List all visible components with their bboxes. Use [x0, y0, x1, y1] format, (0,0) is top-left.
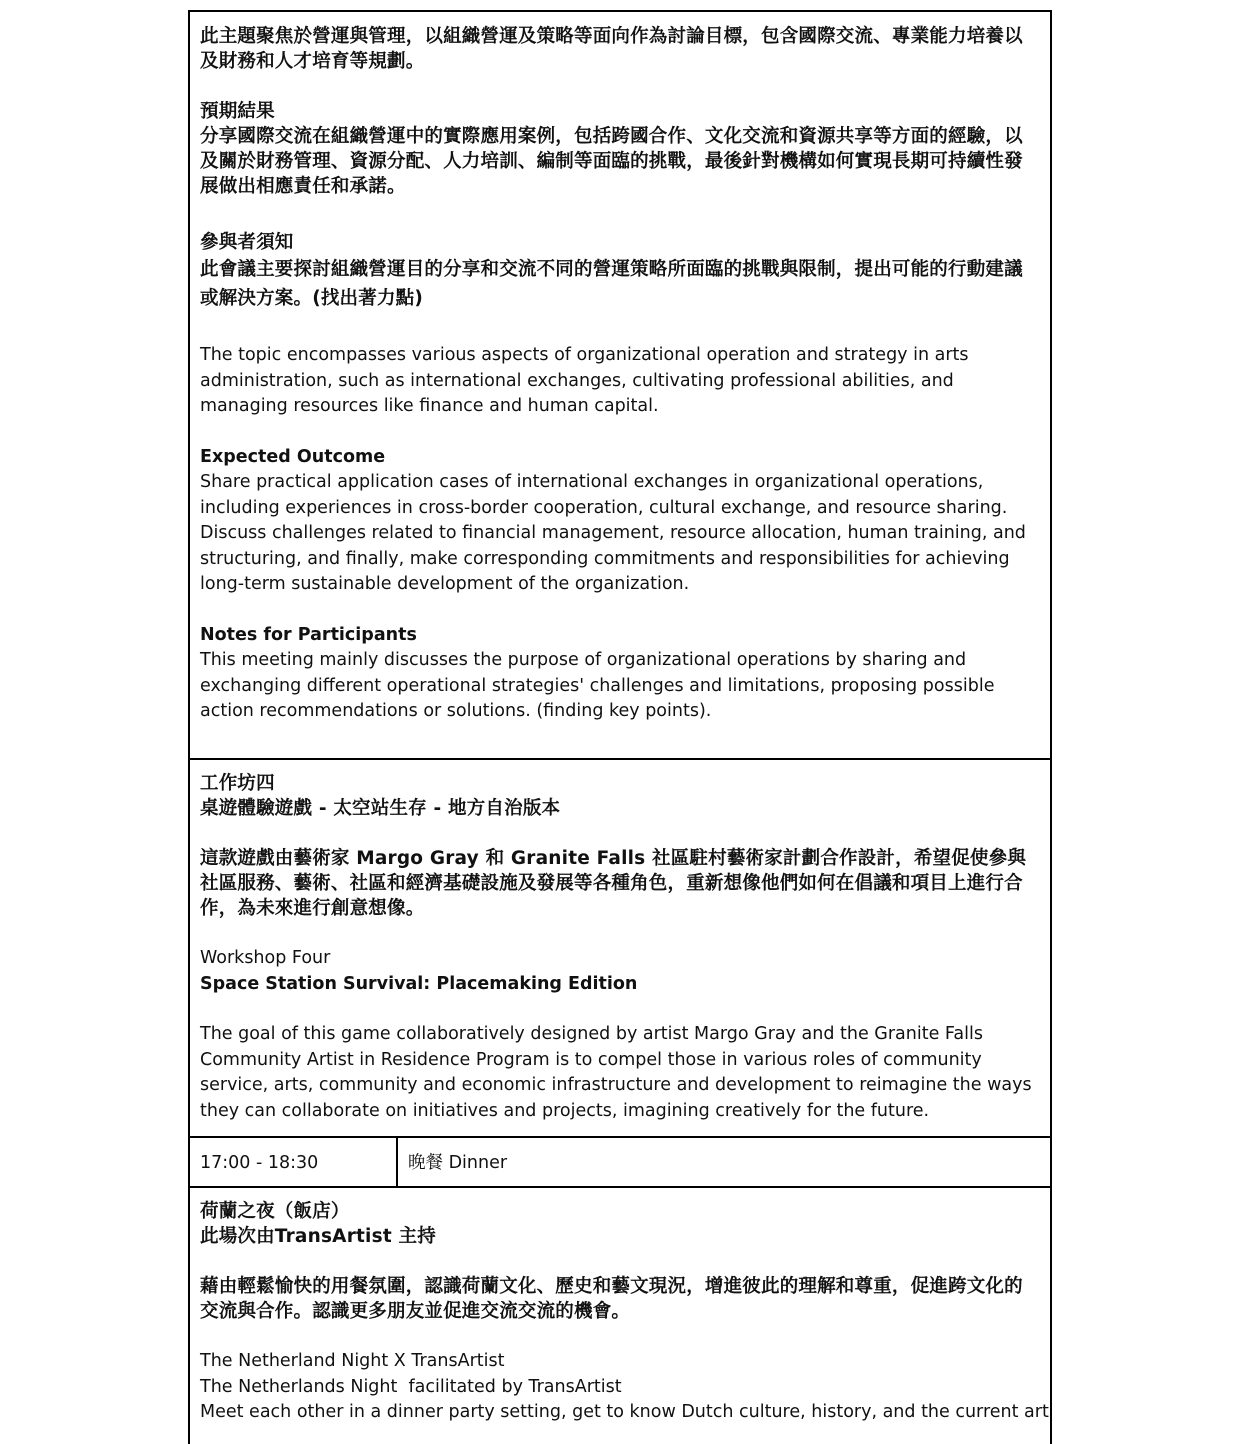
- schedule-event: 晚餐 Dinner: [408, 1153, 508, 1173]
- zh-dinner-desc: 藉由輕鬆愉快的用餐氛圍，認識荷蘭文化、歷史和藝文現況，增進彼此的理解和尊重，促進跨文化的交流與合作。認識更多朋友並促進交流交流的機會。: [200, 1276, 1023, 1322]
- row-divider: [190, 1136, 1050, 1138]
- topic-cell: [190, 24, 1050, 725]
- row-divider: [190, 1186, 1050, 1188]
- zh-notes-text: 此會議主要探討組織營運目的分享和交流不同的營運策略所面臨的挑戰與限制，提出可能的行動建議或解決方案。(找出著力點): [200, 259, 1023, 309]
- zh-workshop-desc: 這款遊戲由藝術家 Margo Gray 和 Granite Falls 社區駐村藝術家計劃合作設計，希望促使參與社區服務、藝術、社區和經濟基礎設施及發展等各種角色，重新想像他們如何在倡議和項目上進行合作，為未來進行創意想像。: [200, 848, 1027, 919]
- zh-outcome-text: 分享國際交流在組織營運中的實際應用案例，包括跨國合作、文化交流和資源共享等方面的經驗，以及關於財務管理、資源分配、人力培訓、編制等面臨的挑戰，最後針對機構如何實現長期可持續性發展做出相應責任和承諾。: [200, 126, 1023, 197]
- zh-dinner-title: 荷蘭之夜（飯店）: [200, 1201, 350, 1222]
- zh-workshop-title: 工作坊四: [200, 773, 275, 794]
- en-dinner-host: The Netherlands Night facilitated by TransArtist: [200, 1376, 622, 1397]
- en-outcome-text: Share practical application cases of international exchanges in organizational operations, including experiences in cross-border cooperation, cultural exchange, and resource sharing. Discuss challenges related to financial management, resource allocation, human training, and structuring, and finally, make corresponding commitments and responsibilities for achieving long-term sustainable development of the organization.: [200, 472, 1026, 594]
- en-notes-heading: Notes for Participants: [200, 624, 417, 645]
- zh-workshop-subtitle: 桌遊體驗遊戲 - 太空站生存 - 地方自治版本: [200, 798, 561, 819]
- en-dinner-desc: Meet each other in a dinner party setting, get to know Dutch culture, history, and the current art: [200, 1402, 1049, 1422]
- en-intro: The topic encompasses various aspects of organizational operation and strategy in arts administration, such as international exchanges, cultivating professional abilities, and managing resources like finance and human capital.: [200, 345, 969, 416]
- en-outcome-heading: Expected Outcome: [200, 446, 386, 467]
- en-workshop-subtitle: Space Station Survival: Placemaking Edition: [200, 973, 638, 994]
- en-workshop-title: Workshop Four: [200, 948, 331, 968]
- en-workshop-desc: The goal of this game collaboratively designed by artist Margo Gray and the Granite Falls Community Artist in Residence Program is to compel those in various roles of community service, arts, community and economic infrastructure and development to reimagine the ways they can collaborate on initiatives and projects, imagining creatively for the future.: [200, 1024, 1032, 1121]
- schedule-time: 17:00 - 18:30: [200, 1153, 319, 1173]
- zh-intro: 此主題聚焦於營運與管理，以組織營運及策略等面向作為討論目標，包含國際交流、專業能力培養以及財務和人才培育等規劃。: [200, 26, 1023, 72]
- en-notes-text: This meeting mainly discusses the purpose of organizational operations by sharing and exchanging different operational strategies' challenges and limitations, proposing possible action recommendations or solutions. (finding key points).: [200, 650, 995, 721]
- en-dinner-title: The Netherland Night X TransArtist: [200, 1351, 505, 1371]
- dinner-cell: [190, 1199, 1050, 1426]
- zh-dinner-host: 此場次由TransArtist 主持: [200, 1226, 436, 1247]
- workshop-cell: [190, 771, 1050, 1124]
- column-divider: [396, 1136, 398, 1188]
- zh-notes-heading: 參與者須知: [200, 232, 294, 253]
- zh-outcome-heading: 預期結果: [200, 101, 275, 122]
- agenda-table: [188, 10, 1052, 1444]
- row-divider: [190, 758, 1050, 760]
